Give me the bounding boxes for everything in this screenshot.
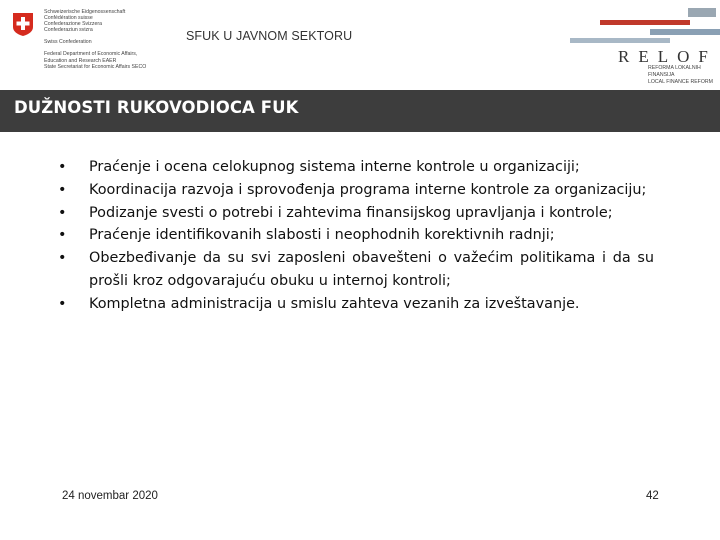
bullet-icon: •	[58, 204, 67, 221]
list-item: • Koordinacija razvoja i sprovođenja programa interne kontrole za organizaciju;	[58, 179, 654, 202]
list-item: • Praćenje identifikovanih slabosti i neophodnih korektivnih radnji;	[58, 224, 654, 247]
relof-bar	[600, 20, 690, 25]
list-item: • Podizanje svesti o potrebi i zahtevima finansijskog upravljanja i kontrole;	[58, 202, 654, 225]
list-item: • Praćenje i ocena celokupnog sistema interne kontrole u organizaciji;	[58, 156, 654, 179]
relof-bar	[688, 8, 716, 17]
header-title: SFUK U JAVNOM SEKTORU	[186, 29, 353, 43]
list-item: • Kompletna administracija u smislu zahteva vezanih za izveštavanje.	[58, 293, 654, 316]
relof-color-bars	[570, 0, 720, 50]
swiss-flag-icon	[12, 12, 34, 37]
relof-bar	[650, 29, 720, 35]
logo-line: Education and Research EAER	[44, 57, 117, 64]
relof-logo-subtitle	[648, 65, 718, 86]
bullet-icon: •	[58, 159, 67, 175]
logo-line: Schweizerische Eidgenossenschaft	[44, 9, 126, 15]
footer-date: 24 novembar 2020	[62, 490, 158, 502]
section-title: DUŽNOSTI RUKOVODIOCA FUK	[14, 98, 299, 117]
logo-line: Federal Department of Economic Affairs,	[44, 51, 138, 58]
relof-subtitle-line: LOCAL FINANCE REFORM	[648, 79, 713, 85]
page-number: 42	[646, 490, 659, 502]
logo-line: Confederaziun svizra	[44, 27, 93, 34]
list-item: • Obezbeđivanje da su svi zaposleni obavešteni o važećim politikama i da su prošli kroz odgovarajuću obuku u internoj kontroli;	[58, 247, 654, 293]
duties-list	[58, 156, 654, 316]
bullet-icon: •	[58, 250, 67, 267]
logo-line: Confederazione Svizzera	[44, 21, 102, 28]
relof-logo-name: RELOF	[618, 47, 717, 66]
bullet-icon: •	[58, 227, 67, 244]
logo-line: Swiss Confederation	[44, 39, 92, 46]
relof-bar	[570, 38, 670, 43]
section-title-band	[0, 90, 720, 132]
bullet-icon: •	[58, 295, 67, 312]
relof-subtitle-line: REFORMA LOKALNIH FINANSIJA	[648, 65, 701, 78]
swiss-confederation-logo	[6, 6, 156, 82]
swiss-logo-text	[44, 9, 164, 70]
logo-line: Confédération suisse	[44, 15, 93, 22]
bullet-icon: •	[58, 181, 67, 198]
logo-line: State Secretariat for Economic Affairs SECO	[44, 63, 147, 70]
